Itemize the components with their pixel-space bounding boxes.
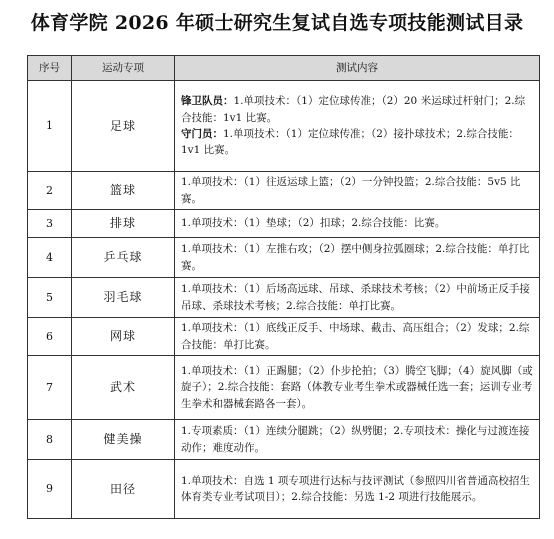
content-block [181,93,533,126]
row-number: 1 [28,81,72,172]
content-text: 1.单项技术：（1）后场高远球、吊球、杀球技术考核；（2）中前场正反手接吊球、杀球技术考核；2.综合技能：单打比赛。 [181,283,530,312]
sport-name: 排球 [72,210,175,238]
table-row [28,318,540,356]
content-block [181,215,533,231]
sport-name: 健美操 [72,420,175,460]
row-number: 7 [28,356,72,420]
content-text: 1.单项技术：（1）定位球传准；（2）接扑球技术；2.综合技能：1v1 比赛。 [181,128,519,157]
test-content [175,278,540,318]
content-block [181,423,533,456]
test-content [175,238,540,278]
sport-name: 足球 [72,81,175,172]
sport-name: 武术 [72,356,175,420]
content-block [181,320,533,353]
content-block [181,126,533,159]
header-sport: 运动专项 [72,56,175,81]
sport-name: 羽毛球 [72,278,175,318]
content-text: 1.单项技术：（1）底线正反手、中场球、截击、高压组合；（2）发球；2.综合技能：单打比赛。 [181,322,530,351]
sport-name: 篮球 [72,172,175,210]
table-row [28,172,540,210]
row-number: 6 [28,318,72,356]
sport-name: 乒乓球 [72,238,175,278]
table-row [28,278,540,318]
test-content [175,81,540,172]
row-number: 3 [28,210,72,238]
row-number: 2 [28,172,72,210]
content-block [181,281,533,314]
table-row [28,238,540,278]
table-row [28,460,540,519]
page-title: 体育学院 2026 年硕士研究生复试自选专项技能测试目录 [30,12,524,34]
subgroup-label: 守门员： [181,128,223,140]
content-text: 1.单项技术：（1）正踢腿；（2）仆步抡拍；（3）腾空飞脚；（4）旋风脚（或旋子）；2.综合技能：套路（体教专业考生拳术或器械任选一套；运训专业考生拳术和器械套路各一套）。 [181,365,533,410]
table-row [28,210,540,238]
sport-name: 田径 [72,460,175,519]
test-content [175,420,540,460]
test-content [175,356,540,420]
content-text: 1.单项技术：（1）垫球；（2）扣球；2.综合技能：比赛。 [181,217,446,230]
subgroup-label: 锋卫队员： [181,95,234,108]
header-num: 序号 [28,56,72,81]
sport-name: 网球 [72,318,175,356]
content-text: 1.单项技术：（1）往返运球上篮；（2）一分钟投篮；2.综合技能：5v5 比赛。 [181,176,521,205]
row-number: 4 [28,238,72,278]
content-text: 1.单项技术：（1）左推右攻；（2）摆中侧身拉弧圈球；2.综合技能：单打比赛。 [181,243,530,272]
content-block [181,241,533,274]
content-block [181,363,533,412]
test-catalog-table [27,55,540,519]
row-number: 5 [28,278,72,318]
content-block [181,174,533,207]
row-number: 9 [28,460,72,519]
header-content: 测试内容 [175,56,540,81]
content-block [181,473,533,506]
test-content [175,460,540,519]
content-text: 1.单项技术：（1）定位球传准；（2）20 米运球过杆射门；2.综合技能：1v1 比赛。 [181,95,526,124]
test-content [175,210,540,238]
test-content [175,318,540,356]
test-content [175,172,540,210]
table-row [28,420,540,460]
row-number: 8 [28,420,72,460]
content-text: 1.单项技术：自选 1 项专项进行达标与技评测试（参照四川省普通高校招生体育类专业考试项目）；2.综合技能：另选 1-2 项进行技能展示。 [181,474,530,503]
table-header-row [28,56,540,81]
table-row [28,356,540,420]
table-row [28,81,540,172]
content-text: 1.专项素质：（1）连续分腿跳；（2）纵劈腿；2.专项技术：操化与过渡连接动作；难度动作。 [181,425,530,454]
